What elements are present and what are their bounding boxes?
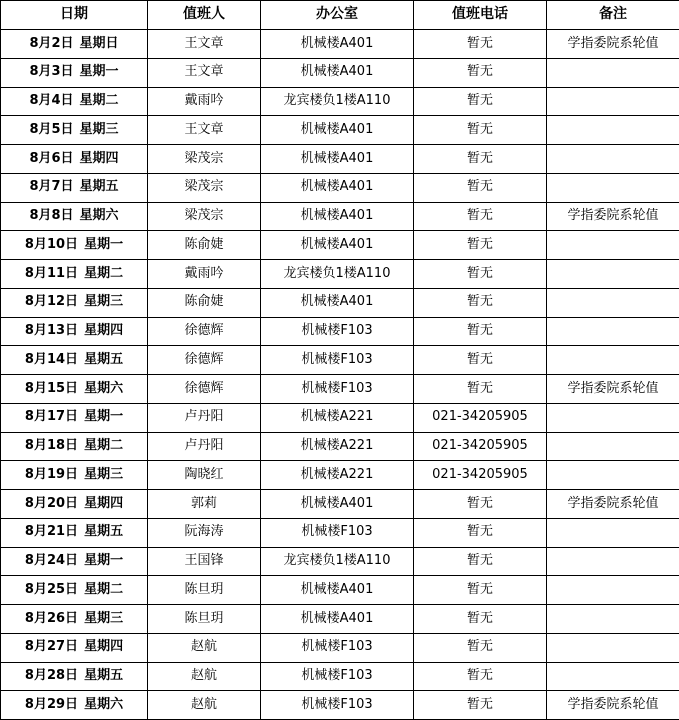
cell-phone: 暂无 [414,202,547,231]
cell-phone: 暂无 [414,605,547,634]
cell-person: 徐德辉 [148,317,261,346]
cell-date [1,202,148,231]
cell-date [1,260,148,289]
date-weekday: 星期五 [84,351,124,367]
cell-office: 机械楼A401 [261,173,414,202]
date-weekday: 星期四 [84,639,124,655]
cell-phone: 暂无 [414,490,547,519]
date-day: 8月15日 [24,380,79,396]
date-weekday: 星期二 [84,438,124,454]
table-row [1,317,679,346]
cell-note [547,231,679,260]
cell-date [1,317,148,346]
cell-phone: 暂无 [414,691,547,720]
cell-phone: 暂无 [414,116,547,145]
cell-phone: 暂无 [414,662,547,691]
cell-date [1,432,148,461]
date-day: 8月24日 [24,553,79,569]
date-day: 8月11日 [24,265,79,281]
table-row [1,231,679,260]
cell-person: 赵航 [148,633,261,662]
cell-note: 学指委院系轮值 [547,30,679,59]
cell-office: 机械楼A401 [261,30,414,59]
cell-person: 梁茂宗 [148,173,261,202]
cell-phone: 暂无 [414,576,547,605]
cell-note: 学指委院系轮值 [547,375,679,404]
date-weekday: 星期一 [84,409,124,425]
cell-office: 机械楼A401 [261,605,414,634]
cell-note [547,432,679,461]
cell-phone: 暂无 [414,288,547,317]
table-header [1,1,679,30]
date-weekday: 星期五 [84,524,124,540]
cell-person: 陶晓红 [148,461,261,490]
cell-person: 梁茂宗 [148,145,261,174]
date-day: 8月14日 [24,351,79,367]
date-weekday: 星期二 [79,93,119,109]
date-weekday: 星期六 [79,208,119,224]
table-row [1,633,679,662]
cell-office: 机械楼F103 [261,317,414,346]
cell-phone: 021-34205905 [414,403,547,432]
cell-note [547,116,679,145]
cell-note [547,317,679,346]
cell-note: 学指委院系轮值 [547,202,679,231]
cell-phone: 暂无 [414,518,547,547]
date-weekday: 星期六 [84,696,124,712]
cell-office: 机械楼A221 [261,432,414,461]
date-weekday: 星期二 [84,265,124,281]
cell-office: 机械楼A401 [261,231,414,260]
date-day: 8月25日 [24,581,79,597]
cell-note [547,461,679,490]
cell-office: 机械楼F103 [261,691,414,720]
cell-note [547,145,679,174]
date-day: 8月19日 [24,466,79,482]
date-day: 8月13日 [24,323,79,339]
table-row [1,260,679,289]
cell-note [547,576,679,605]
date-weekday: 星期三 [84,294,124,310]
date-weekday: 星期四 [79,150,119,166]
table-row [1,518,679,547]
column-header-person: 值班人 [148,1,261,30]
cell-phone: 暂无 [414,375,547,404]
cell-date [1,547,148,576]
cell-person: 陈旦玥 [148,576,261,605]
cell-date [1,145,148,174]
cell-office: 龙宾楼负1楼A110 [261,260,414,289]
table-row [1,691,679,720]
cell-person: 郭莉 [148,490,261,519]
table-row [1,173,679,202]
cell-date [1,87,148,116]
table-row [1,576,679,605]
table-row [1,403,679,432]
cell-office: 机械楼F103 [261,346,414,375]
cell-person: 戴雨吟 [148,260,261,289]
cell-office: 机械楼A401 [261,490,414,519]
cell-office: 机械楼A401 [261,288,414,317]
date-day: 8月8日 [29,208,74,224]
cell-note [547,662,679,691]
date-day: 8月4日 [29,93,74,109]
cell-person: 王文章 [148,116,261,145]
cell-date [1,518,148,547]
cell-office: 机械楼A401 [261,145,414,174]
column-header-phone: 值班电话 [414,1,547,30]
date-day: 8月20日 [24,495,79,511]
cell-office: 机械楼F103 [261,375,414,404]
cell-note [547,288,679,317]
cell-date [1,403,148,432]
date-day: 8月5日 [29,121,74,137]
cell-date [1,461,148,490]
table-row [1,87,679,116]
date-weekday: 星期一 [84,236,124,252]
cell-person: 阮海涛 [148,518,261,547]
cell-person: 王国锋 [148,547,261,576]
cell-office: 机械楼F103 [261,518,414,547]
date-day: 8月3日 [29,64,74,80]
date-weekday: 星期五 [79,179,119,195]
cell-date [1,58,148,87]
cell-date [1,231,148,260]
date-weekday: 星期三 [84,466,124,482]
table-row [1,662,679,691]
date-day: 8月17日 [24,409,79,425]
table-row [1,432,679,461]
cell-person: 王文章 [148,30,261,59]
cell-person: 卢丹阳 [148,432,261,461]
table-row [1,30,679,59]
cell-note [547,547,679,576]
cell-phone: 暂无 [414,173,547,202]
date-day: 8月12日 [24,294,79,310]
cell-phone: 暂无 [414,346,547,375]
date-day: 8月27日 [24,639,79,655]
cell-phone: 暂无 [414,145,547,174]
cell-note [547,346,679,375]
date-day: 8月26日 [24,610,79,626]
table-row [1,145,679,174]
date-weekday: 星期四 [84,323,124,339]
column-header-date: 日期 [1,1,148,30]
cell-note [547,633,679,662]
cell-office: 机械楼F103 [261,633,414,662]
cell-phone: 暂无 [414,30,547,59]
cell-phone: 暂无 [414,633,547,662]
cell-person: 赵航 [148,662,261,691]
date-weekday: 星期四 [84,495,124,511]
cell-office: 龙宾楼负1楼A110 [261,547,414,576]
cell-office: 机械楼A221 [261,461,414,490]
table-row [1,461,679,490]
cell-person: 陈俞婕 [148,231,261,260]
cell-person: 卢丹阳 [148,403,261,432]
cell-date [1,375,148,404]
cell-office: 机械楼A221 [261,403,414,432]
date-weekday: 星期二 [84,581,124,597]
cell-phone: 暂无 [414,317,547,346]
cell-phone: 021-34205905 [414,461,547,490]
date-day: 8月10日 [24,236,79,252]
cell-date [1,633,148,662]
date-weekday: 星期三 [84,610,124,626]
cell-phone: 暂无 [414,58,547,87]
cell-person: 徐德辉 [148,375,261,404]
date-weekday: 星期一 [79,64,119,80]
date-day: 8月7日 [29,179,74,195]
table-body [1,30,679,720]
table-row [1,547,679,576]
cell-person: 陈旦玥 [148,605,261,634]
table-row [1,605,679,634]
date-weekday: 星期五 [84,668,124,684]
cell-person: 赵航 [148,691,261,720]
date-weekday: 星期一 [84,553,124,569]
cell-date [1,346,148,375]
cell-phone: 暂无 [414,547,547,576]
table-row [1,490,679,519]
cell-date [1,116,148,145]
cell-note: 学指委院系轮值 [547,490,679,519]
date-weekday: 星期六 [84,380,124,396]
cell-office: 机械楼F103 [261,662,414,691]
cell-date [1,662,148,691]
date-weekday: 星期日 [79,35,119,51]
cell-date [1,691,148,720]
cell-office: 机械楼A401 [261,576,414,605]
table-header-row [1,1,679,30]
cell-note [547,518,679,547]
cell-note [547,260,679,289]
date-day: 8月29日 [24,696,79,712]
cell-note [547,58,679,87]
cell-note [547,403,679,432]
cell-person: 王文章 [148,58,261,87]
table-row [1,58,679,87]
table-row [1,375,679,404]
cell-date [1,490,148,519]
cell-person: 梁茂宗 [148,202,261,231]
cell-date [1,173,148,202]
cell-date [1,30,148,59]
cell-note [547,87,679,116]
column-header-office: 办公室 [261,1,414,30]
cell-date [1,288,148,317]
table-row [1,202,679,231]
cell-phone: 暂无 [414,231,547,260]
cell-note [547,173,679,202]
cell-office: 机械楼A401 [261,58,414,87]
cell-office: 龙宾楼负1楼A110 [261,87,414,116]
date-day: 8月21日 [24,524,79,540]
date-weekday: 星期三 [79,121,119,137]
cell-date [1,576,148,605]
table-row [1,288,679,317]
cell-office: 机械楼A401 [261,202,414,231]
date-day: 8月28日 [24,668,79,684]
column-header-note: 备注 [547,1,679,30]
cell-person: 陈俞婕 [148,288,261,317]
cell-person: 戴雨吟 [148,87,261,116]
date-day: 8月18日 [24,438,79,454]
cell-phone: 021-34205905 [414,432,547,461]
cell-phone: 暂无 [414,87,547,116]
cell-person: 徐德辉 [148,346,261,375]
table-row [1,116,679,145]
date-day: 8月6日 [29,150,74,166]
cell-office: 机械楼A401 [261,116,414,145]
cell-date [1,605,148,634]
table-row [1,346,679,375]
cell-note [547,605,679,634]
date-day: 8月2日 [29,35,74,51]
cell-phone: 暂无 [414,260,547,289]
cell-note: 学指委院系轮值 [547,691,679,720]
